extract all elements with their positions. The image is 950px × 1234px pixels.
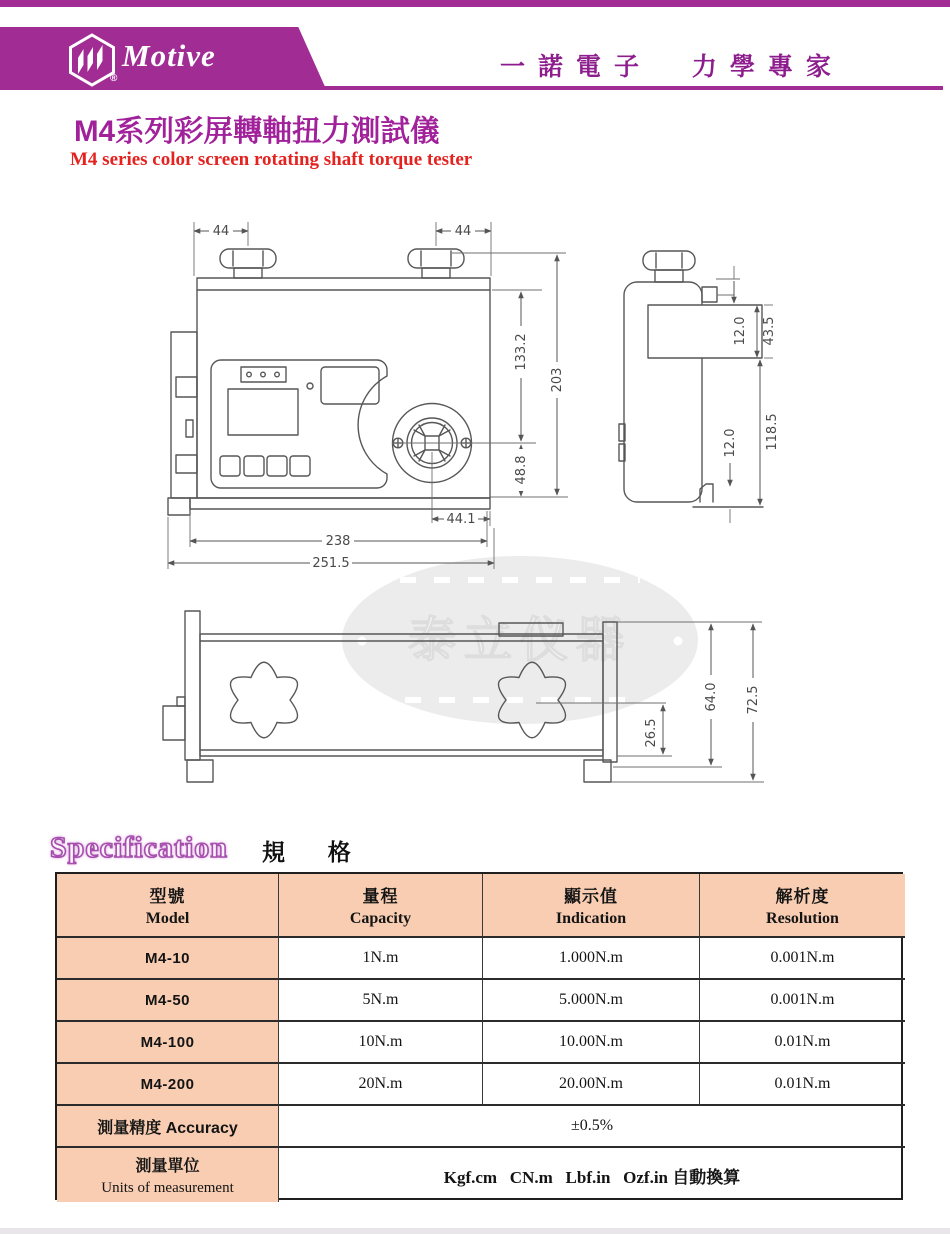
table-cell: 0.01N.m: [700, 1022, 905, 1064]
table-cell: 5N.m: [279, 980, 483, 1022]
brand-name: Motive: [122, 38, 216, 73]
header-tagline: 一諾電子 力學專家: [500, 53, 844, 81]
page-title-cn: M4系列彩屏轉軸扭力測試儀: [74, 115, 440, 148]
table-cell: 20N.m: [279, 1064, 483, 1106]
table-cell: 1.000N.m: [483, 938, 700, 980]
dim-44-1: 44.1: [446, 512, 476, 527]
accuracy-label: 測量精度 Accuracy: [57, 1106, 279, 1148]
table-row-model: M4-50: [57, 980, 279, 1022]
side-view: [619, 251, 763, 507]
dim-44-left: 44: [212, 224, 230, 239]
footer-strip: [0, 1228, 950, 1234]
table-row-model: M4-10: [57, 938, 279, 980]
dim-26-5: 26.5: [644, 718, 659, 748]
front-view: [168, 249, 490, 515]
watermark: [342, 556, 698, 724]
dim-118-5: 118.5: [765, 413, 780, 451]
table-cell: 20.00N.m: [483, 1064, 700, 1106]
dim-12-0-top: 12.0: [733, 316, 748, 346]
section-title-cn: 規 格: [262, 839, 361, 865]
units-value: Kgf.cm CN.m Lbf.in Ozf.in 自動換算: [443, 1167, 741, 1187]
dim-44-right: 44: [454, 224, 472, 239]
top-strip: [0, 0, 950, 7]
dim-72-5: 72.5: [746, 685, 761, 715]
banner-underline: [0, 86, 943, 90]
dim-12-0-bottom: 12.0: [723, 428, 738, 458]
dim-238: 238: [325, 534, 351, 549]
table-row-model: M4-100: [57, 1022, 279, 1064]
watermark-text: 泰立仪器: [407, 614, 633, 667]
page-title-en: M4 series color screen rotating shaft torque tester: [70, 149, 473, 170]
col-header-capacity: 量程 Capacity: [279, 874, 483, 938]
dim-203: 203: [550, 367, 565, 393]
dim-43-5: 43.5: [762, 316, 777, 346]
table-cell: 10N.m: [279, 1022, 483, 1064]
section-title-en: Specification: [50, 831, 228, 864]
table-cell: 0.001N.m: [700, 938, 905, 980]
table-cell: 5.000N.m: [483, 980, 700, 1022]
dim-133-2: 133.2: [514, 333, 529, 371]
table-cell: 0.01N.m: [700, 1064, 905, 1106]
table-cell: 10.00N.m: [483, 1022, 700, 1064]
specification-table: [55, 872, 903, 1200]
col-header-indication: 顯示值 Indication: [483, 874, 700, 938]
table-cell: 0.001N.m: [700, 980, 905, 1022]
col-header-model: 型號 Model: [57, 874, 279, 938]
dim-64-0: 64.0: [704, 682, 719, 712]
table-row-model: M4-200: [57, 1064, 279, 1106]
registered-mark: ®: [110, 73, 118, 84]
col-header-resolution: 解析度 Resolution: [700, 874, 905, 938]
dim-48-8: 48.8: [514, 455, 529, 485]
dim-251-5: 251.5: [312, 556, 350, 571]
table-cell: 1N.m: [279, 938, 483, 980]
accuracy-value: ±0.5%: [279, 1106, 905, 1148]
technical-drawing: [0, 195, 950, 795]
units-label: 測量單位 Units of measurement: [57, 1148, 279, 1202]
